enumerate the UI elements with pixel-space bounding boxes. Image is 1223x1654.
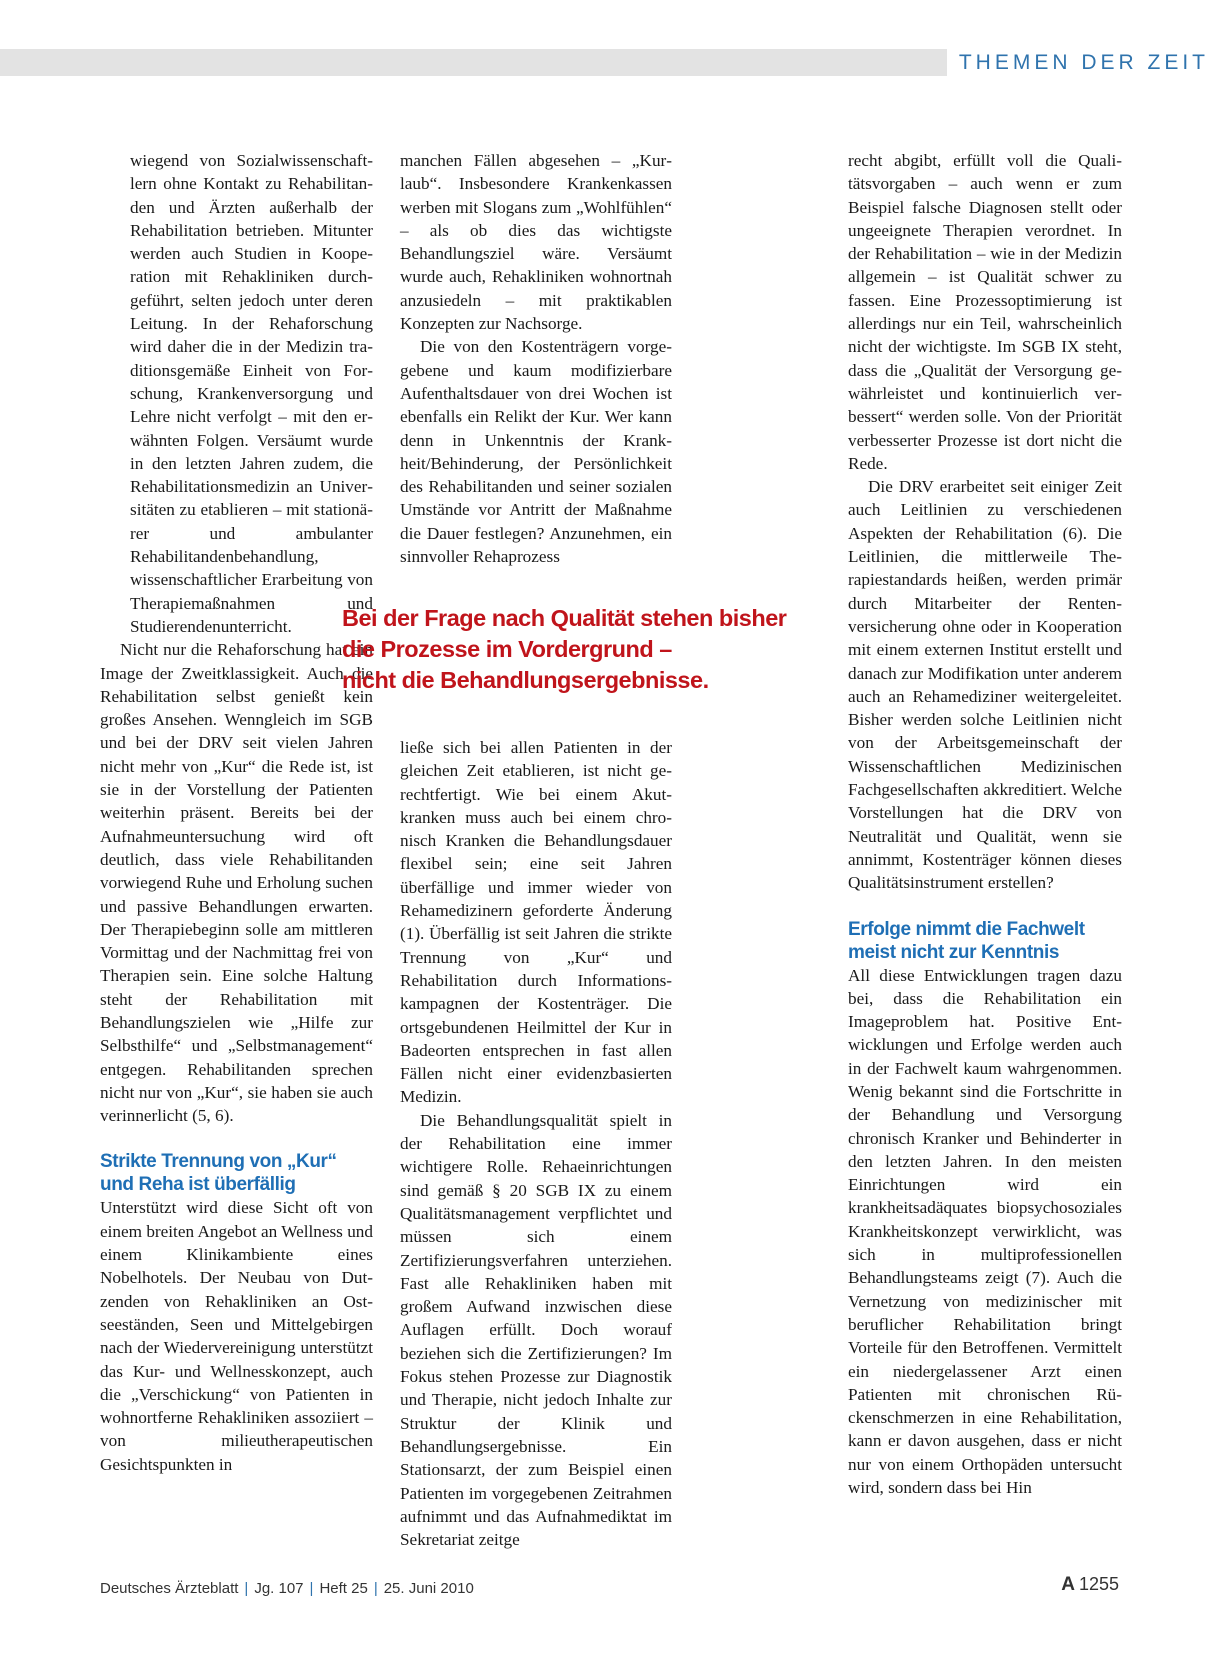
separator: | bbox=[244, 1580, 249, 1597]
pullquote-spacer bbox=[100, 531, 130, 623]
issue-date: 25. Juni 2010 bbox=[383, 1580, 474, 1597]
separator: | bbox=[309, 1580, 314, 1597]
paragraph: Die Behandlungsqualität spielt in der Rehabilitation eine immer wichtigere Rolle. Rehaeinrichtungen sind gemäß § 20 SGB IX zu einem Qualitätsmanagement verpflichtet und müssen sich einem Zertifizierungsverfahren unterziehen. Fast alle Rehakliniken haben mit großem Aufwand inzwischen diese Auflagen erfüllt. Doch worauf beziehen sich die Zertifizierungen? Im Fokus stehen Prozesse zur Diagnostik und Therapie, nicht jedoch Inhalte zur Struktur der Klinik und Behandlungsergebnisse. Ein Stationsarzt, der zum Beispiel einen Patienten im vorgegebenen Zeitrahmen aufnimmt und das Aufnahmediktat im Sekretariat zeitge bbox=[400, 1110, 672, 1550]
paragraph: Nicht nur die Rehaforschung hat ein Image der Zweitklassigkeit. Auch die Rehabilitation selbst genießt kein großes Ansehen. Wenngleich im SGB und bei der DRV seit vielen Jahren nicht mehr von „Kur“ die Rede ist, ist sie in der Vorstellung der Patienten weiterhin präsent. Bereits bei der Aufnahmeuntersuchung wird oft deutlich, dass viele Rehabilitanden vorwiegend Ruhe und Erholung suchen und passive Behandlungen erwarten. Der Therapiebeginn solle am mittleren Vormittag und der Nachmittag frei von Therapien sein. Eine solche Haltung steht der Rehabilitation mit Behandlungszielen wie „Hilfe zur Selbsthilfe“ und „Selbstmanagement“ entgegen. Rehabilitanden sprechen nicht nur von „Kur“, sie haben sie auch verinnerlicht (5, 6). bbox=[100, 640, 373, 1126]
page-number bbox=[1061, 1574, 1119, 1596]
issue: Heft 25 bbox=[319, 1580, 368, 1597]
paragraph: recht abgibt, erfüllt voll die Qualitätsvorgaben – auch wenn er zum Beispiel falsche Diagnosen stellt oder ungeeignete Therapien verordnet. In der Rehabilitation – wie in der Medizin allgemein – ist Qualität schwer zu fassen. Eine Prozessoptimierung ist allerdings nur ein Teil, wahrscheinlich nicht der wichtigste. Im SGB IX steht, dass die „Qualität der Versorgung gewährleistet und kontinuierlich verbessert“ werden solle. Von der Priorität verbesserter Prozesse ist dort nicht die Rede. bbox=[848, 151, 1122, 473]
separator: | bbox=[373, 1580, 378, 1597]
footer-citation bbox=[100, 1580, 474, 1597]
pullquote-line: Bei der Frage nach Qualität stehen bisher bbox=[342, 605, 787, 631]
journal-name: Deutsches Ärzteblatt bbox=[100, 1580, 239, 1597]
volume: Jg. 107 bbox=[254, 1580, 304, 1597]
pullquote-line: nicht die Behandlungsergebnisse. bbox=[342, 667, 709, 693]
paragraph: All diese Entwicklungen tragen dazu bei, dass die Rehabilitation ein Imageproblem hat. Positive Entwicklungen und Erfolge werden auch in der Fachwelt kaum wahrgenommen. Wenig bekannt sind die Fortschritte in der Behandlung und Versorgung chronisch Kranker und Behinderter in den letzten Jahren. In den meisten Einrichtungen wird ein krankheitsadäquates biopsychosoziales Krankheitskonzept verwirklicht, was sich in multiprofessionellen Behandlungsteams zeigt (7). Auch die Vernetzung von medizinischer mit beruflicher Rehabilitation bringt Vorteile für den Betroffenen. Vermittelt ein niedergelassener Arzt einen Patienten mit chronischen Rückenschmerzen in eine Rehabilitation, kann er davon ausgehen, dass er nicht nur von einem Orthopäden untersucht wird, sondern dass bei Hin bbox=[848, 965, 1122, 1498]
pullquote bbox=[342, 603, 822, 696]
column-1 bbox=[100, 149, 373, 1476]
page-number-value: 1255 bbox=[1078, 1574, 1119, 1594]
paragraph: ließe sich bei allen Patienten in der gleichen Zeit etablieren, ist nicht gerechtfertigt. Wie bei einem Akutkranken muss auch bei einem chronisch Kranken die Behandlungsdauer flexibel sein; eine seit Jahren überfällige und immer wieder von Rehamedizinern geforderte Änderung (1). Überfällig ist seit Jahren die strikte Trennung von „Kur“ und Rehabilitation durch Informationskampagnen der Kostenträger. Die ortsgebundenen Heilmittel der Kur in Badeorten entsprechen in fast allen Fällen nicht einer evidenzbasierten Medizin. bbox=[400, 738, 672, 1107]
header-band bbox=[0, 49, 1223, 76]
subheading: Erfolge nimmt die Fachwelt meist nicht zur Kenntnis bbox=[848, 918, 1085, 963]
column-2-bottom bbox=[400, 736, 672, 1551]
paragraph: Unterstützt wird diese Sicht oft von einem breiten Angebot an Wellness und einem Klinikambiente eines Nobelhotels. Der Neubau von Dutzenden von Rehakliniken an Ostseeständen, Seen und Mittelgebirgen nach der Wiedervereinigung unterstützt das Kur- und Wellnesskonzept, auch die „Verschickung“ von Patienten in wohnortferne Rehakliniken assoziiert – von milieutherapeutischen Gesichtspunkten in bbox=[100, 1198, 373, 1474]
subheading: Strikte Trennung von „Kur“ und Reha ist überfällig bbox=[100, 1151, 337, 1196]
page-letter: A bbox=[1061, 1574, 1075, 1595]
pullquote-line: die Prozesse im Vordergrund – bbox=[342, 636, 672, 662]
paragraph: Die DRV erarbeitet seit einiger Zeit auch Leitlinien zu verschiedenen Aspekten der Rehabilitation (6). Die Leitlinien, die mittlerweile Therapiestandards heißen, werden primär durch Mitarbeiter der Rentenversicherung ohne oder in Kooperation mit einem externen Institut erstellt und danach zur Modifikation unter anderem auch an Rehamediziner weitergeleitet. Bisher werden solche Leitlinien nicht von der Arbeitsgemeinschaft der Wissenschaftlichen Medizinischen Fachgesellschaften akkreditiert. Welche Vorstellungen hat die DRV von Neutralität und Qualität, wenn sie annimmt, Kostenträger können dieses Qualitätsinstrument erstellen? bbox=[848, 477, 1122, 893]
column-3 bbox=[848, 149, 1122, 1499]
column-2-top bbox=[400, 149, 672, 568]
section-label: THEMEN DER ZEIT bbox=[947, 49, 1223, 76]
paragraph: manchen Fällen abgesehen – „Kurlaub“. Insbesondere Krankenkassen werben mit Slogans zum „Wohlfühlen“ – als ob dies das wichtigste Behandlungsziel wäre. Versäumt wurde auch, Rehakliniken wohnortnah anzusiedeln – mit praktikablen Konzepten zur Nachsorge. bbox=[400, 151, 672, 334]
paragraph: Die von den Kostenträgern vorgegebene und kaum modifizierbare Aufenthaltsdauer von drei Wochen ist ebenfalls ein Relikt der Kur. Wer kann denn in Unkenntnis der Krankheit/Behinderung, der Persönlichkeit des Rehabilitanden und seiner sozialen Umstände vor Antritt der Maßnahme die Dauer festlegen? Anzunehmen, ein sinnvoller Rehaprozess bbox=[400, 337, 672, 567]
paragraph: wiegend von Sozialwissenschaftlern ohne Kontakt zu Rehabilitanden und Ärzten außerhalb der Rehabilitation betrieben. Mitunter werden auch Studien in Kooperation mit Rehakliniken durchgeführt, selten jedoch unter deren Leitung. In der Rehaforschung wird daher die in der Medizin traditionsgemäße Einheit von Forschung, Krankenversorgung und Lehre nicht verfolgt – mit den erwähnten Folgen. Versäumt wurde in den letzten Jahren zudem, die Rehabilitationsmedizin an Universitäten zu etablieren – mit stationärer und ambulanter Rehabilitandenbehandlung, wissenschaftlicher Erarbeitung von Therapiemaßnahmen und Studierendenunterricht. bbox=[130, 151, 373, 636]
